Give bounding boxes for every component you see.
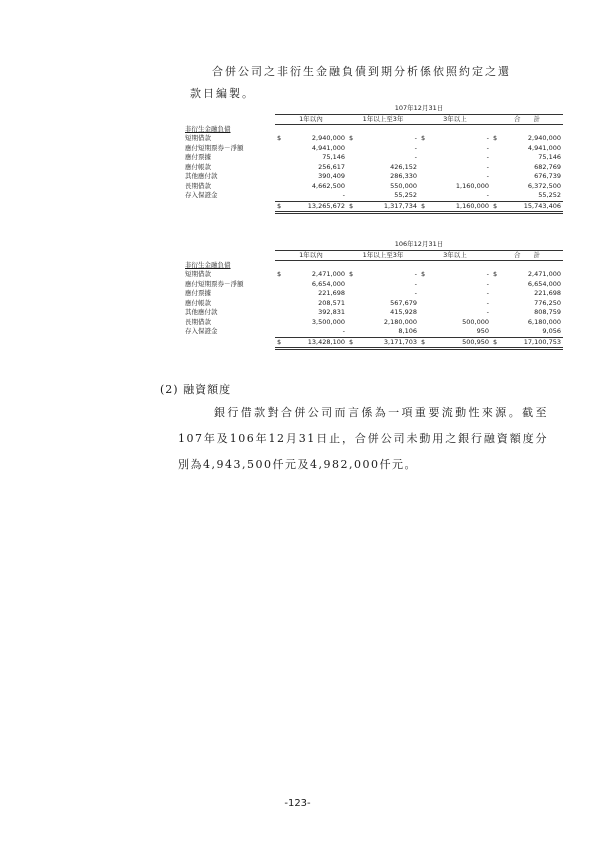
amount-cell: 6,654,000 bbox=[311, 279, 345, 288]
amount-cell: 550,000 bbox=[390, 181, 417, 190]
currency-symbol bbox=[275, 280, 285, 290]
amount-cell: 6,654,000 bbox=[527, 279, 561, 288]
currency-symbol bbox=[491, 172, 501, 182]
row-label: 應付票據 bbox=[185, 153, 211, 161]
currency-symbol bbox=[347, 318, 357, 328]
amount-cell: - bbox=[414, 279, 417, 288]
currency-symbol bbox=[491, 318, 501, 328]
amount-cell: 256,617 bbox=[318, 162, 345, 171]
total-row bbox=[183, 201, 563, 213]
table-row bbox=[183, 153, 563, 163]
column-header: 1年以內 bbox=[275, 114, 347, 125]
amount-cell: 208,571 bbox=[318, 298, 345, 307]
currency-symbol bbox=[419, 308, 429, 318]
amount-cell: 682,769 bbox=[534, 162, 561, 171]
amount-cell: 1,160,000 bbox=[455, 181, 489, 190]
table-row bbox=[183, 299, 563, 309]
amount-cell: 6,372,500 bbox=[527, 181, 561, 190]
amount-cell: 221,698 bbox=[534, 289, 561, 297]
column-header: 1年以上至3年 bbox=[347, 114, 419, 125]
currency-symbol bbox=[275, 191, 285, 201]
currency-symbol: $ bbox=[491, 337, 501, 349]
currency-symbol: $ bbox=[349, 134, 354, 142]
amount-cell: 392,831 bbox=[318, 308, 345, 316]
currency-symbol bbox=[275, 172, 285, 182]
currency-symbol: $ bbox=[421, 270, 426, 278]
currency-symbol bbox=[491, 327, 501, 337]
table-row bbox=[183, 289, 563, 299]
column-header: 3年以上 bbox=[419, 114, 491, 125]
currency-symbol bbox=[275, 182, 285, 192]
currency-symbol: $ bbox=[347, 201, 357, 213]
row-label: 應付帳款 bbox=[185, 162, 211, 171]
section-label: 非衍生金融負債 bbox=[185, 260, 231, 269]
amount-cell: 6,180,000 bbox=[527, 317, 561, 326]
currency-symbol bbox=[347, 280, 357, 290]
page-number: -123- bbox=[284, 798, 311, 809]
row-label: 短期借款 bbox=[185, 270, 211, 278]
header-spacer bbox=[183, 250, 275, 261]
currency-symbol bbox=[491, 308, 501, 318]
amount-cell: 426,152 bbox=[390, 162, 417, 171]
column-header: 1年以上至3年 bbox=[347, 250, 419, 261]
total-label-spacer bbox=[183, 201, 275, 213]
amount-cell: 8,106 bbox=[357, 327, 419, 337]
currency-symbol bbox=[275, 144, 285, 154]
section-label-row bbox=[183, 125, 563, 135]
currency-symbol bbox=[275, 289, 285, 299]
row-label: 其他應付款 bbox=[185, 308, 218, 316]
amount-cell: - bbox=[486, 134, 489, 142]
currency-symbol bbox=[419, 153, 429, 163]
currency-symbol: $ bbox=[349, 270, 354, 278]
currency-symbol bbox=[491, 289, 501, 299]
currency-symbol bbox=[419, 289, 429, 299]
amount-cell: - bbox=[285, 327, 347, 337]
amount-cell: - bbox=[486, 162, 489, 171]
amount-cell: 390,409 bbox=[318, 172, 345, 180]
maturity-table-106 bbox=[183, 240, 563, 350]
table-row bbox=[183, 327, 563, 337]
row-label: 其他應付款 bbox=[185, 172, 218, 180]
currency-symbol bbox=[419, 191, 429, 201]
currency-symbol bbox=[491, 191, 501, 201]
amount-cell: - bbox=[414, 289, 417, 297]
total-label-spacer bbox=[183, 337, 275, 349]
table-row bbox=[183, 182, 563, 192]
amount-cell: - bbox=[414, 134, 417, 142]
currency-symbol bbox=[347, 153, 357, 163]
table-row bbox=[183, 163, 563, 173]
currency-symbol bbox=[419, 172, 429, 182]
row-label: 應付票據 bbox=[185, 289, 211, 297]
currency-symbol bbox=[347, 327, 357, 337]
row-label: 應付短期票券－淨額 bbox=[185, 143, 244, 152]
currency-symbol bbox=[347, 289, 357, 299]
amount-cell: 4,941,000 bbox=[527, 143, 561, 152]
currency-symbol bbox=[491, 280, 501, 290]
total-amount: 1,317,734 bbox=[357, 201, 419, 213]
currency-symbol: $ bbox=[277, 134, 282, 142]
amount-cell: - bbox=[414, 270, 417, 278]
intro-line-2: 款日編製。 bbox=[190, 87, 255, 100]
section-label: 非衍生金融負債 bbox=[185, 124, 231, 133]
maturity-table-107 bbox=[183, 104, 563, 214]
amount-cell: 2,471,000 bbox=[527, 270, 561, 278]
currency-symbol: $ bbox=[277, 270, 282, 278]
table-row bbox=[183, 191, 563, 201]
table-row bbox=[183, 308, 563, 318]
amount-cell: 2,180,000 bbox=[383, 317, 417, 326]
table-row bbox=[183, 270, 563, 280]
currency-symbol bbox=[419, 144, 429, 154]
header-spacer bbox=[183, 104, 275, 114]
currency-symbol bbox=[419, 182, 429, 192]
header-spacer bbox=[183, 114, 275, 125]
amount-cell: 776,250 bbox=[534, 298, 561, 307]
currency-symbol bbox=[347, 172, 357, 182]
table-date-header: 106年12月31日 bbox=[275, 240, 563, 250]
amount-cell: - bbox=[429, 191, 491, 201]
column-header: 合 計 bbox=[491, 114, 563, 125]
currency-symbol bbox=[347, 299, 357, 309]
financing-paragraph: 銀行借款對合併公司而言係為一項重要流動性來源。截至107年及106年12月31日止，合併公司未動用之銀行融資額度分別為4,943,500仟元及4,982,000仟元。 bbox=[178, 406, 548, 471]
amount-cell: - bbox=[486, 279, 489, 288]
table-row bbox=[183, 318, 563, 328]
section-heading-financing: (2) 融資額度 bbox=[160, 383, 232, 396]
currency-symbol bbox=[347, 308, 357, 318]
amount-cell: 415,928 bbox=[390, 308, 417, 316]
currency-symbol: $ bbox=[275, 337, 285, 349]
column-header: 1年以內 bbox=[275, 250, 347, 261]
amount-cell: - bbox=[486, 270, 489, 278]
total-amount: 500,950 bbox=[429, 337, 491, 349]
currency-symbol bbox=[491, 299, 501, 309]
amount-cell: 950 bbox=[429, 327, 491, 337]
total-row bbox=[183, 337, 563, 349]
currency-symbol: $ bbox=[491, 201, 501, 213]
currency-symbol: $ bbox=[419, 201, 429, 213]
table-date-header-row bbox=[183, 104, 563, 114]
currency-symbol bbox=[347, 163, 357, 173]
table-date-header-row bbox=[183, 240, 563, 250]
amount-cell: - bbox=[486, 143, 489, 152]
currency-symbol bbox=[275, 153, 285, 163]
currency-symbol: $ bbox=[493, 134, 498, 142]
amount-cell: 2,940,000 bbox=[527, 134, 561, 142]
row-label: 長期借款 bbox=[185, 317, 211, 326]
amount-cell: 500,000 bbox=[462, 317, 489, 326]
table-date-header: 107年12月31日 bbox=[275, 104, 563, 114]
row-label: 應付帳款 bbox=[185, 298, 211, 307]
row-label: 存入保證金 bbox=[185, 191, 218, 200]
amount-cell: - bbox=[486, 308, 489, 316]
table-column-header-row bbox=[183, 114, 563, 125]
currency-symbol bbox=[491, 182, 501, 192]
total-amount: 13,428,100 bbox=[285, 337, 347, 349]
total-amount: 13,265,672 bbox=[285, 201, 347, 213]
currency-symbol: $ bbox=[347, 337, 357, 349]
amount-cell: - bbox=[486, 289, 489, 297]
column-header: 合 計 bbox=[491, 250, 563, 261]
amount-cell: 221,698 bbox=[318, 289, 345, 297]
table-row bbox=[183, 280, 563, 290]
column-header: 3年以上 bbox=[419, 250, 491, 261]
amount-cell: - bbox=[486, 153, 489, 161]
amount-cell: 55,252 bbox=[501, 191, 563, 201]
amount-cell: 4,662,500 bbox=[311, 181, 345, 190]
currency-symbol bbox=[347, 191, 357, 201]
amount-cell: 567,679 bbox=[390, 298, 417, 307]
currency-symbol bbox=[275, 308, 285, 318]
amount-cell: 55,252 bbox=[357, 191, 419, 201]
section-label-row bbox=[183, 261, 563, 271]
amount-cell: - bbox=[285, 191, 347, 201]
currency-symbol bbox=[419, 163, 429, 173]
amount-cell: 2,471,000 bbox=[311, 270, 345, 278]
amount-cell: - bbox=[486, 298, 489, 307]
total-amount: 3,171,703 bbox=[357, 337, 419, 349]
currency-symbol bbox=[419, 318, 429, 328]
currency-symbol bbox=[491, 144, 501, 154]
currency-symbol bbox=[347, 144, 357, 154]
currency-symbol bbox=[419, 327, 429, 337]
amount-cell: 2,940,000 bbox=[311, 134, 345, 142]
row-label: 應付短期票券－淨額 bbox=[185, 279, 244, 288]
amount-cell: 286,330 bbox=[390, 172, 417, 180]
table-column-header-row bbox=[183, 250, 563, 261]
table-row bbox=[183, 144, 563, 154]
currency-symbol bbox=[275, 299, 285, 309]
header-spacer bbox=[183, 240, 275, 250]
table-row bbox=[183, 172, 563, 182]
row-label: 短期借款 bbox=[185, 134, 211, 142]
currency-symbol bbox=[275, 318, 285, 328]
currency-symbol: $ bbox=[421, 134, 426, 142]
amount-cell: - bbox=[486, 172, 489, 180]
currency-symbol bbox=[419, 280, 429, 290]
currency-symbol bbox=[275, 163, 285, 173]
amount-cell: 4,941,000 bbox=[311, 143, 345, 152]
currency-symbol: $ bbox=[275, 201, 285, 213]
table-row bbox=[183, 134, 563, 144]
amount-cell: 75,146 bbox=[322, 153, 345, 161]
total-amount: 17,100,753 bbox=[501, 337, 563, 349]
amount-cell: 9,056 bbox=[501, 327, 563, 337]
amount-cell: 3,500,000 bbox=[311, 317, 345, 326]
currency-symbol bbox=[275, 327, 285, 337]
amount-cell: - bbox=[414, 153, 417, 161]
row-label: 存入保證金 bbox=[185, 327, 218, 336]
currency-symbol bbox=[419, 299, 429, 309]
amount-cell: 808,759 bbox=[534, 308, 561, 316]
currency-symbol bbox=[347, 182, 357, 192]
currency-symbol: $ bbox=[493, 270, 498, 278]
total-amount: 1,160,000 bbox=[429, 201, 491, 213]
total-amount: 15,743,406 bbox=[501, 201, 563, 213]
amount-cell: - bbox=[414, 143, 417, 152]
intro-line-1: 合併公司之非衍生金融負債到期分析係依照約定之還 bbox=[212, 65, 511, 78]
currency-symbol: $ bbox=[419, 337, 429, 349]
currency-symbol bbox=[491, 153, 501, 163]
amount-cell: 75,146 bbox=[538, 153, 561, 161]
currency-symbol bbox=[491, 163, 501, 173]
row-label: 長期借款 bbox=[185, 181, 211, 190]
amount-cell: 676,739 bbox=[534, 172, 561, 180]
